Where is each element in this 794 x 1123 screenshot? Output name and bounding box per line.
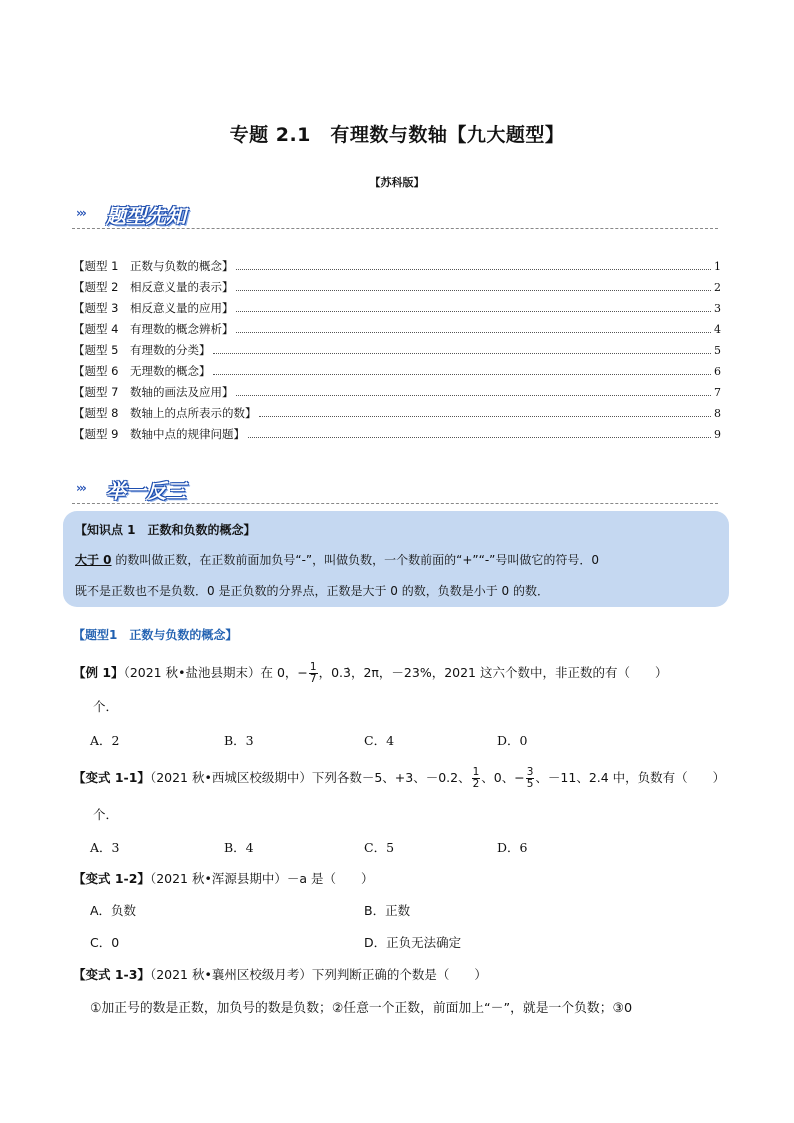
toc-entry[interactable]	[73, 405, 721, 426]
toc-leader-dots	[213, 364, 711, 375]
fraction	[472, 767, 481, 790]
toc-entry-label: 【题型 7 数轴的画法及应用】	[73, 385, 234, 399]
fraction-denominator: 7	[309, 673, 317, 685]
toc-entry[interactable]	[73, 279, 721, 300]
toc-entry-label: 【题型 9 数轴中点的规律问题】	[73, 427, 245, 441]
toc-leader-dots	[259, 406, 711, 417]
knowledge-point-heading: 【知识点 1 正数和负数的概念】	[75, 523, 256, 537]
variant-1-3-lead: 【变式 1-3】	[73, 967, 150, 982]
variant-1-1-text-b: 、0、−	[481, 770, 525, 785]
option-a: A．3	[90, 840, 120, 855]
table-of-contents	[73, 258, 721, 447]
variant-1-1-text-c: 、－11、2.4 中，负数有（ ）	[535, 770, 726, 785]
toc-banner	[72, 200, 718, 230]
variant-1-2-question	[73, 869, 373, 887]
toc-entry[interactable]	[73, 258, 721, 279]
variant-1-2-text: （2021 秋•浑源县期中）－a 是（ ）	[149, 871, 374, 886]
banner-arrows-icon: ›››	[76, 206, 85, 220]
toc-page-number: 9	[714, 428, 721, 441]
toc-page-number: 1	[714, 260, 721, 273]
fraction-numerator: 1	[309, 661, 317, 673]
fraction-numerator: 1	[472, 766, 480, 778]
variant-1-1-text-a: （2021 秋•西城区校级期中）下列各数－5、+3、－0.2、	[149, 770, 471, 785]
variant-1-1-question	[73, 767, 725, 790]
toc-leader-dots	[236, 385, 711, 396]
toc-entry[interactable]	[73, 321, 721, 342]
variant-1-1-continuation: 个．	[93, 807, 119, 822]
example-1-text-b: ，0.3̇，2π，－23%，2021 这六个数中，非正数的有（ ）	[318, 665, 668, 680]
toc-leader-dots	[248, 427, 711, 438]
option-c: C．4	[364, 733, 395, 748]
toc-banner-heading: 题型先知	[106, 204, 186, 228]
toc-leader-dots	[236, 301, 711, 312]
toc-page-number: 4	[714, 323, 721, 336]
examples-banner-heading: 举一反三	[106, 479, 186, 503]
fraction-denominator: 5	[526, 778, 534, 790]
variant-1-1-lead: 【变式 1-1】	[73, 770, 150, 785]
toc-leader-dots	[236, 280, 711, 291]
toc-entry[interactable]	[73, 363, 721, 384]
toc-entry-label: 【题型 5 有理数的分类】	[73, 343, 211, 357]
toc-leader-dots	[236, 259, 711, 270]
fraction	[309, 662, 318, 685]
toc-entry-label: 【题型 4 有理数的概念辨析】	[73, 322, 234, 336]
variant-1-3-question	[73, 965, 487, 983]
fraction-numerator: 3	[526, 766, 534, 778]
toc-entry[interactable]	[73, 300, 721, 321]
toc-entry-label: 【题型 8 数轴上的点所表示的数】	[73, 406, 257, 420]
option-c: C．5	[364, 840, 395, 855]
toc-page-number: 5	[714, 344, 721, 357]
toc-page-number: 3	[714, 302, 721, 315]
fraction	[526, 767, 535, 790]
toc-page-number: 7	[714, 386, 721, 399]
toc-entry[interactable]	[73, 342, 721, 363]
example-1-continuation: 个．	[93, 699, 119, 714]
option-b: B．3	[224, 733, 254, 748]
option-d: D．0	[497, 733, 528, 748]
toc-entry[interactable]	[73, 384, 721, 405]
toc-leader-dots	[236, 322, 711, 333]
option-a: A．2	[90, 733, 120, 748]
knowledge-line-1	[75, 551, 599, 568]
toc-entry-label: 【题型 6 无理数的概念】	[73, 364, 211, 378]
example-1-lead: 【例 1】	[73, 665, 124, 680]
toc-entry-label: 【题型 1 正数与负数的概念】	[73, 259, 234, 273]
knowledge-line-1-text: 的数叫做正数，在正数前面加负号“-”，叫做负数，一个数前面的“+”“-”号叫做它的符号．0	[111, 553, 599, 567]
option-d: D．正负无法确定	[364, 935, 462, 950]
section-heading: 【题型1 正数与负数的概念】	[73, 628, 238, 642]
variant-1-2-lead: 【变式 1-2】	[73, 871, 150, 886]
toc-entry-label: 【题型 2 相反意义量的表示】	[73, 280, 234, 294]
toc-page-number: 6	[714, 365, 721, 378]
option-a: A．负数	[90, 903, 137, 918]
toc-page-number: 2	[714, 281, 721, 294]
knowledge-line-2: 既不是正数也不是负数．0 是正负数的分界点，正数是大于 0 的数，负数是小于 0 的数．	[75, 584, 549, 598]
variant-1-3-text: （2021 秋•襄州区校级月考）下列判断正确的个数是（ ）	[149, 967, 487, 982]
example-1-text-a: （2021 秋•盐池县期末）在 0，−	[123, 665, 308, 680]
example-1-question	[73, 662, 668, 685]
fraction-denominator: 2	[472, 778, 480, 790]
toc-entry[interactable]	[73, 426, 721, 447]
page-title: 专题 2.1 有理数与数轴【九大题型】	[229, 124, 565, 146]
banner-arrows-icon: ›››	[76, 481, 85, 495]
edition-label: 【苏科版】	[369, 176, 425, 189]
variant-1-3-statement-line: ①加正号的数是正数，加负号的数是负数；②任意一个正数，前面加上“－”，就是一个负数；③0	[90, 1001, 633, 1016]
banner-divider	[72, 228, 718, 229]
option-c: C．0	[90, 935, 120, 950]
banner-divider	[72, 503, 718, 504]
toc-page-number: 8	[714, 407, 721, 420]
option-d: D．6	[497, 840, 528, 855]
toc-leader-dots	[213, 343, 711, 354]
option-b: B．正数	[364, 903, 411, 918]
underlined-term: 大于 0	[75, 553, 112, 567]
toc-entry-label: 【题型 3 相反意义量的应用】	[73, 301, 234, 315]
examples-banner	[72, 475, 718, 505]
option-b: B．4	[224, 840, 254, 855]
knowledge-point-box	[63, 511, 729, 607]
